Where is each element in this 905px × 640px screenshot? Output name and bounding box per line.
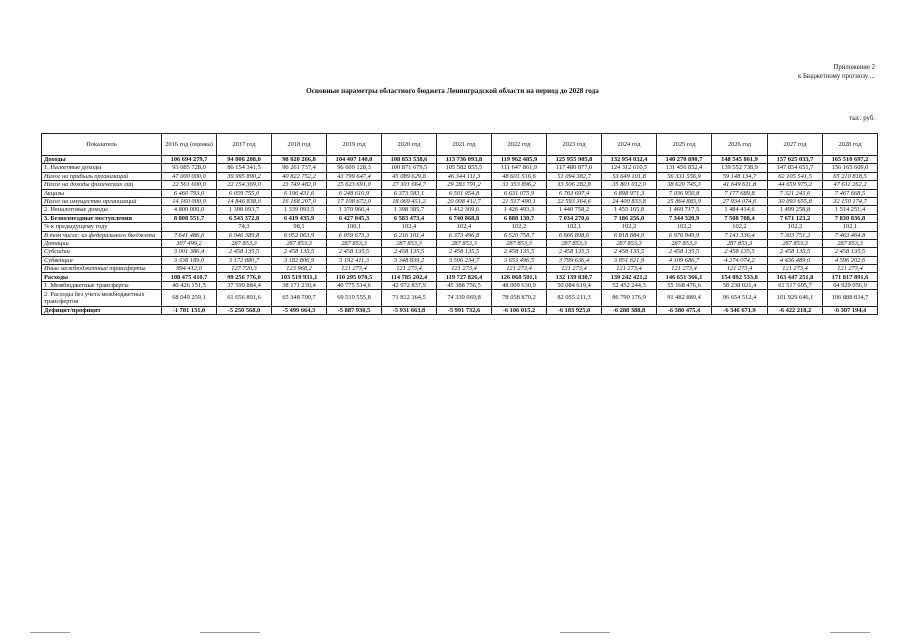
row-value: 4 274 074,2 bbox=[712, 256, 768, 264]
row-value: 6 052 063,9 bbox=[272, 231, 327, 239]
table-row bbox=[42, 265, 878, 273]
row-value: 6 631 075,9 bbox=[492, 189, 547, 197]
row-label: 2. Неналоговые доходы bbox=[42, 206, 162, 214]
row-value: 111 647 861,9 bbox=[492, 164, 547, 172]
row-value: 7 186 256,0 bbox=[602, 214, 657, 222]
row-value: 287 853,3 bbox=[217, 239, 272, 247]
row-value: 3 951 621,9 bbox=[602, 256, 657, 264]
row-value: 124 312 610,5 bbox=[602, 164, 657, 172]
row-value: 25 864 883,9 bbox=[657, 197, 712, 205]
row-value: 1 469 717,5 bbox=[657, 206, 712, 214]
row-value: 7 830 836,8 bbox=[823, 214, 878, 222]
row-value: 7 177 689,8 bbox=[712, 189, 768, 197]
row-value: 47 000 000,0 bbox=[162, 172, 217, 180]
row-value: 55 168 476,6 bbox=[657, 281, 712, 289]
row-value: 2 458 135,5 bbox=[492, 248, 547, 256]
document-title: Основные параметры областного бюджета Ленинградской области на период до 2028 года bbox=[306, 87, 599, 95]
table-row bbox=[42, 172, 878, 180]
row-value: 6 818 884,0 bbox=[602, 231, 657, 239]
row-value: 47 611 262,2 bbox=[823, 181, 878, 189]
row-label: Иные межбюджетные трансферты bbox=[42, 265, 162, 273]
table-row bbox=[42, 206, 878, 214]
row-value: 121 273,4 bbox=[657, 265, 712, 273]
row-value: 82 055 211,3 bbox=[547, 290, 602, 307]
row-value: 1 484 414,6 bbox=[712, 206, 768, 214]
row-value: 100,1 bbox=[327, 223, 382, 231]
row-value: 121 273,4 bbox=[768, 265, 823, 273]
row-value: 287 853,3 bbox=[492, 239, 547, 247]
row-value: 96 654 512,4 bbox=[712, 290, 768, 307]
row-value: 2 458 135,5 bbox=[712, 248, 768, 256]
table-row bbox=[42, 164, 878, 172]
row-value: 2 458 135,5 bbox=[327, 248, 382, 256]
row-label: В том числе: из федерального бюджета bbox=[42, 231, 162, 239]
row-value: 74,3 bbox=[217, 223, 272, 231]
row-value: 6 373 496,8 bbox=[437, 231, 492, 239]
row-value: 3 799 636,4 bbox=[547, 256, 602, 264]
row-value: 1 308 093,7 bbox=[217, 206, 272, 214]
row-value: 127 720,3 bbox=[217, 265, 272, 273]
row-value: 104 407 140,0 bbox=[327, 156, 382, 164]
row-value: 287 853,3 bbox=[602, 239, 657, 247]
row-value: 7 508 708,4 bbox=[712, 214, 768, 222]
table-row bbox=[42, 256, 878, 264]
row-value: 100 871 679,5 bbox=[382, 164, 437, 172]
row-value: 39 995 890,2 bbox=[217, 172, 272, 180]
row-value: 1 370 966,4 bbox=[327, 206, 382, 214]
column-header-indicator: Показатель bbox=[42, 134, 162, 156]
row-value: 2 458 135,5 bbox=[602, 248, 657, 256]
row-value: 287 853,3 bbox=[272, 239, 327, 247]
row-value: 287 853,3 bbox=[657, 239, 712, 247]
table-row bbox=[42, 156, 878, 164]
column-header-year: 2027 год bbox=[768, 134, 823, 156]
column-header-year: 2023 год bbox=[547, 134, 602, 156]
row-value: 53 649 101,8 bbox=[602, 172, 657, 180]
row-value: 30 093 655,8 bbox=[768, 197, 823, 205]
row-value: 3 192 411,3 bbox=[327, 256, 382, 264]
row-value: 101 929 646,1 bbox=[768, 290, 823, 307]
row-value: 102,4 bbox=[382, 223, 437, 231]
row-value: 14 160 000,0 bbox=[162, 197, 217, 205]
row-value: 7 303 751,2 bbox=[768, 231, 823, 239]
row-value: 287 853,3 bbox=[547, 239, 602, 247]
row-value: 3 348 839,2 bbox=[382, 256, 437, 264]
table-row bbox=[42, 239, 878, 247]
row-value: 121 273,4 bbox=[492, 265, 547, 273]
column-header-year: 2024 год bbox=[602, 134, 657, 156]
row-value: 23 749 482,0 bbox=[272, 181, 327, 189]
row-value: 287 853,3 bbox=[327, 239, 382, 247]
row-value: 86 790 176,9 bbox=[602, 290, 657, 307]
row-value: 121 273,4 bbox=[547, 265, 602, 273]
row-value: 113 736 093,8 bbox=[437, 156, 492, 164]
row-value: 38 171 230,4 bbox=[272, 281, 327, 289]
appendix-note bbox=[798, 63, 875, 81]
row-value: 1 455 165,8 bbox=[602, 206, 657, 214]
row-value: 102,2 bbox=[712, 223, 768, 231]
row-value: 1 398 385,7 bbox=[382, 206, 437, 214]
row-value: 6 059 755,0 bbox=[217, 189, 272, 197]
row-value: 33 506 282,8 bbox=[547, 181, 602, 189]
row-label: Дотации bbox=[42, 239, 162, 247]
row-value: 21 517 490,1 bbox=[492, 197, 547, 205]
column-header-year: 2018 год bbox=[272, 134, 327, 156]
row-value: 59 148 134,7 bbox=[712, 172, 768, 180]
row-value: 6 460 793,0 bbox=[162, 189, 217, 197]
row-value: 6 216 101,4 bbox=[382, 231, 437, 239]
row-value: 2 458 135,5 bbox=[768, 248, 823, 256]
row-value: 48 601 516,6 bbox=[492, 172, 547, 180]
row-label: Субвенции bbox=[42, 256, 162, 264]
row-value: 42 972 837,9 bbox=[382, 281, 437, 289]
row-label: 2. Расходы без учета межбюджетных трансфертов bbox=[42, 290, 162, 307]
row-value: 2 458 135,5 bbox=[272, 248, 327, 256]
row-value: 7 463 464,8 bbox=[823, 231, 878, 239]
table-row bbox=[42, 306, 878, 314]
row-value: 3 182 806,9 bbox=[272, 256, 327, 264]
row-value: 65 210 818,5 bbox=[823, 172, 878, 180]
row-value: -5 991 732,6 bbox=[437, 306, 492, 314]
row-value: 4 800 000,0 bbox=[162, 206, 217, 214]
row-value: 6 373 583,1 bbox=[382, 189, 437, 197]
row-value: 3 506 234,7 bbox=[437, 256, 492, 264]
column-header-year: 2022 год bbox=[492, 134, 547, 156]
row-value: 106 694 279,7 bbox=[162, 156, 217, 164]
row-value: 7 321 243,6 bbox=[768, 189, 823, 197]
row-value: 126 068 501,1 bbox=[492, 273, 547, 281]
row-value: 20 008 412,7 bbox=[437, 197, 492, 205]
row-label: 3. Безвозмездные поступления bbox=[42, 214, 162, 222]
row-value: 7 344 320,9 bbox=[657, 214, 712, 222]
row-value: -1 781 131,0 bbox=[162, 306, 217, 314]
row-label: 1. Межбюджетные трансферты bbox=[42, 281, 162, 289]
row-value: 131 456 852,4 bbox=[657, 164, 712, 172]
row-value: 3 172 880,7 bbox=[217, 256, 272, 264]
column-header-year: 2025 год bbox=[657, 134, 712, 156]
row-value: 1 412 369,6 bbox=[437, 206, 492, 214]
row-label: Налог на прибыль организаций bbox=[42, 172, 162, 180]
row-value: -6 380 475,4 bbox=[657, 306, 712, 314]
row-value: 56 331 556,9 bbox=[657, 172, 712, 180]
row-value: 6 763 697,4 bbox=[547, 189, 602, 197]
row-value: 25 623 691,0 bbox=[327, 181, 382, 189]
row-value: 148 545 861,9 bbox=[712, 156, 768, 164]
row-value: 99 256 776,0 bbox=[217, 273, 272, 281]
row-value: 1 339 093,5 bbox=[272, 206, 327, 214]
row-value: 6 248 610,9 bbox=[327, 189, 382, 197]
row-value: 121 273,4 bbox=[327, 265, 382, 273]
row-value: 102,1 bbox=[823, 223, 878, 231]
row-value: 6 740 868,8 bbox=[437, 214, 492, 222]
row-value: 17 108 672,0 bbox=[327, 197, 382, 205]
row-label: Дефицит/профицит bbox=[42, 306, 162, 314]
page-footer-marks bbox=[0, 632, 905, 634]
row-value: 102,2 bbox=[602, 223, 657, 231]
row-value: 43 799 647,4 bbox=[327, 172, 382, 180]
row-value: 90 261 737,4 bbox=[272, 164, 327, 172]
row-value: 2 458 135,5 bbox=[217, 248, 272, 256]
row-value: 38 620 745,3 bbox=[657, 181, 712, 189]
row-value: 132 954 032,4 bbox=[602, 156, 657, 164]
row-value: -5 250 568,0 bbox=[217, 306, 272, 314]
row-value: 102,4 bbox=[437, 223, 492, 231]
row-value: 27 301 664,7 bbox=[382, 181, 437, 189]
table-row bbox=[42, 290, 878, 307]
row-value: 114 785 202,4 bbox=[382, 273, 437, 281]
header-row bbox=[42, 134, 878, 156]
column-header-year: 2020 год bbox=[382, 134, 437, 156]
table-row bbox=[42, 281, 878, 289]
row-value: 74 339 069,8 bbox=[437, 290, 492, 307]
row-value: 140 270 890,7 bbox=[657, 156, 712, 164]
row-label: Расходы bbox=[42, 273, 162, 281]
row-value: -6 106 015,2 bbox=[492, 306, 547, 314]
column-header-year: 2016 год (оценка) bbox=[162, 134, 217, 156]
row-value: 8 808 551,7 bbox=[162, 214, 217, 222]
table-row bbox=[42, 248, 878, 256]
row-value: 98,1 bbox=[272, 223, 327, 231]
row-value: -6 288 388,8 bbox=[602, 306, 657, 314]
row-value: 71 812 364,5 bbox=[382, 290, 437, 307]
row-value: 64 929 056,9 bbox=[823, 281, 878, 289]
row-value: 98 020 266,8 bbox=[272, 156, 327, 164]
row-value: 6 898 971,3 bbox=[602, 189, 657, 197]
row-value: 41 649 611,8 bbox=[712, 181, 768, 189]
row-value: 123 968,2 bbox=[272, 265, 327, 273]
row-label: % к предыдущему году bbox=[42, 223, 162, 231]
row-value: 4 596 202,6 bbox=[823, 256, 878, 264]
row-value: 121 273,4 bbox=[823, 265, 878, 273]
table-body bbox=[42, 156, 878, 315]
row-value: 51 094 382,7 bbox=[547, 172, 602, 180]
row-value: 6 046 389,8 bbox=[217, 231, 272, 239]
row-value: 1 514 251,4 bbox=[823, 206, 878, 214]
row-value: 37 599 884,4 bbox=[217, 281, 272, 289]
row-value: 287 853,3 bbox=[437, 239, 492, 247]
row-value: 32 150 174,7 bbox=[823, 197, 878, 205]
row-value: 40 775 514,6 bbox=[327, 281, 382, 289]
row-value: 119 727 826,4 bbox=[437, 273, 492, 281]
row-value: 163 447 251,8 bbox=[768, 273, 823, 281]
row-value: 52 452 244,3 bbox=[602, 281, 657, 289]
row-value: 103 519 931,1 bbox=[272, 273, 327, 281]
row-value: 96 609 128,3 bbox=[327, 164, 382, 172]
row-value: -6 183 925,0 bbox=[547, 306, 602, 314]
row-value: 6 583 473,4 bbox=[382, 214, 437, 222]
row-value: 3 653 496,5 bbox=[492, 256, 547, 264]
row-label: Субсидии bbox=[42, 248, 162, 256]
row-value: -5 931 663,8 bbox=[382, 306, 437, 314]
row-value: 156 165 609,0 bbox=[823, 164, 878, 172]
row-value: 119 962 485,9 bbox=[492, 156, 547, 164]
row-value: 6 196 431,6 bbox=[272, 189, 327, 197]
row-value: 91 482 889,4 bbox=[657, 290, 712, 307]
row-value: 69 519 555,8 bbox=[327, 290, 382, 307]
row-label: 1. Налоговые доходы bbox=[42, 164, 162, 172]
row-value: 6 976 949,9 bbox=[657, 231, 712, 239]
row-label: Акцизы bbox=[42, 189, 162, 197]
row-value: 6 419 435,9 bbox=[272, 214, 327, 222]
row-value: 132 139 830,7 bbox=[547, 273, 602, 281]
row-label: Налог на доходы физических лиц bbox=[42, 181, 162, 189]
row-value bbox=[162, 223, 217, 231]
row-value: 108 853 538,6 bbox=[382, 156, 437, 164]
row-value: 6 427 045,3 bbox=[327, 214, 382, 222]
row-value: 6 059 673,3 bbox=[327, 231, 382, 239]
row-value: 61 656 891,6 bbox=[217, 290, 272, 307]
row-value: 105 582 855,5 bbox=[437, 164, 492, 172]
row-value: 22 593 364,6 bbox=[547, 197, 602, 205]
row-value: 6 888 130,7 bbox=[492, 214, 547, 222]
row-value: 2 458 135,5 bbox=[547, 248, 602, 256]
row-value: 31 353 896,2 bbox=[492, 181, 547, 189]
row-value: -6 346 671,9 bbox=[712, 306, 768, 314]
row-value: -6 422 218,2 bbox=[768, 306, 823, 314]
budget-table bbox=[41, 133, 878, 315]
row-value: 125 955 905,8 bbox=[547, 156, 602, 164]
row-value: 121 273,4 bbox=[602, 265, 657, 273]
row-value: 2 458 135,5 bbox=[437, 248, 492, 256]
row-value: 3 001 386,4 bbox=[162, 248, 217, 256]
row-value: 2 458 135,5 bbox=[823, 248, 878, 256]
row-value: 121 273,4 bbox=[437, 265, 492, 273]
row-value: 45 388 756,5 bbox=[437, 281, 492, 289]
table-row bbox=[42, 214, 878, 222]
row-value: 93 085 728,0 bbox=[162, 164, 217, 172]
row-value: 108 475 410,7 bbox=[162, 273, 217, 281]
row-value: 7 671 123,2 bbox=[768, 214, 823, 222]
row-value: 102,2 bbox=[492, 223, 547, 231]
row-value: 102,2 bbox=[657, 223, 712, 231]
row-value: -6 307 194,4 bbox=[823, 306, 878, 314]
row-value: 287 853,3 bbox=[712, 239, 768, 247]
row-value: 40 822 752,2 bbox=[272, 172, 327, 180]
row-value: 1 440 758,2 bbox=[547, 206, 602, 214]
row-value: 139 242 421,2 bbox=[602, 273, 657, 281]
row-value: 18 069 451,2 bbox=[382, 197, 437, 205]
row-value: 2 458 135,5 bbox=[382, 248, 437, 256]
row-value: -5 499 664,3 bbox=[272, 306, 327, 314]
row-value: 1 499 258,8 bbox=[768, 206, 823, 214]
table-row bbox=[42, 223, 878, 231]
row-value: 61 517 605,7 bbox=[768, 281, 823, 289]
row-value: 62 105 541,5 bbox=[768, 172, 823, 180]
row-value: 147 854 651,7 bbox=[768, 164, 823, 172]
row-value: 165 510 697,2 bbox=[823, 156, 878, 164]
row-value: 6 501 054,8 bbox=[437, 189, 492, 197]
row-value: 1 426 493,3 bbox=[492, 206, 547, 214]
row-value: 27 934 074,6 bbox=[712, 197, 768, 205]
row-value: 14 846 838,0 bbox=[217, 197, 272, 205]
row-value: 154 892 533,8 bbox=[712, 273, 768, 281]
units-label: тыс. руб. bbox=[849, 115, 875, 122]
column-header-year: 2017 год bbox=[217, 134, 272, 156]
row-value: 7 641 486,6 bbox=[162, 231, 217, 239]
row-value: 157 025 033,7 bbox=[768, 156, 823, 164]
row-value: 68 049 259,1 bbox=[162, 290, 217, 307]
row-value: 45 089 629,8 bbox=[382, 172, 437, 180]
row-value: 287 853,3 bbox=[768, 239, 823, 247]
row-value: 994 412,0 bbox=[162, 265, 217, 273]
row-value: 110 295 070,5 bbox=[327, 273, 382, 281]
table-row bbox=[42, 181, 878, 189]
appendix-line-2: к Бюджетному прогнозу ... bbox=[798, 73, 875, 80]
row-value: 117 480 877,0 bbox=[547, 164, 602, 172]
row-value: 7 467 668,5 bbox=[823, 189, 878, 197]
row-value: 50 084 619,4 bbox=[547, 281, 602, 289]
column-header-year: 2026 год bbox=[712, 134, 768, 156]
row-value: -5 887 930,5 bbox=[327, 306, 382, 314]
row-value: 22 154 369,0 bbox=[217, 181, 272, 189]
row-value: 102,1 bbox=[547, 223, 602, 231]
row-value: 7 036 950,8 bbox=[657, 189, 712, 197]
row-value: 146 651 366,1 bbox=[657, 273, 712, 281]
row-value: 287 853,3 bbox=[382, 239, 437, 247]
column-header-year: 2021 год bbox=[437, 134, 492, 156]
row-value: 86 154 341,5 bbox=[217, 164, 272, 172]
table-row bbox=[42, 273, 878, 281]
row-value: 78 058 870,2 bbox=[492, 290, 547, 307]
row-value: 121 273,4 bbox=[712, 265, 768, 273]
row-value: 6 520 758,7 bbox=[492, 231, 547, 239]
row-value: 29 283 791,2 bbox=[437, 181, 492, 189]
row-value: 35 801 012,0 bbox=[602, 181, 657, 189]
row-value: 40 426 151,5 bbox=[162, 281, 217, 289]
row-value: 2 458 135,5 bbox=[657, 248, 712, 256]
row-value: 44 659 975,2 bbox=[768, 181, 823, 189]
row-value: 7 141 336,4 bbox=[712, 231, 768, 239]
appendix-line-1: Приложение 2 bbox=[833, 64, 875, 71]
row-value: 102,2 bbox=[768, 223, 823, 231]
row-value: 58 238 021,4 bbox=[712, 281, 768, 289]
row-value: 65 348 700,7 bbox=[272, 290, 327, 307]
table-row bbox=[42, 231, 878, 239]
row-value: 307 499,2 bbox=[162, 239, 217, 247]
row-value: 6 543 372,8 bbox=[217, 214, 272, 222]
row-value: 4 436 489,0 bbox=[768, 256, 823, 264]
row-label: Налог на имущество организаций bbox=[42, 197, 162, 205]
table-row bbox=[42, 189, 878, 197]
row-value: 22 561 600,0 bbox=[162, 181, 217, 189]
column-header-year: 2028 год bbox=[823, 134, 878, 156]
row-value: 106 888 834,7 bbox=[823, 290, 878, 307]
column-header-year: 2019 год bbox=[327, 134, 382, 156]
row-value: 94 006 208,0 bbox=[217, 156, 272, 164]
row-value: 46 344 111,3 bbox=[437, 172, 492, 180]
row-value: 171 817 891,6 bbox=[823, 273, 878, 281]
row-value: 3 338 189,0 bbox=[162, 256, 217, 264]
table-row bbox=[42, 197, 878, 205]
row-value: 139 552 738,9 bbox=[712, 164, 768, 172]
row-value: 6 666 898,6 bbox=[547, 231, 602, 239]
row-value: 48 009 630,9 bbox=[492, 281, 547, 289]
row-value: 287 853,3 bbox=[823, 239, 878, 247]
row-value: 24 400 833,8 bbox=[602, 197, 657, 205]
row-value: 16 168 207,0 bbox=[272, 197, 327, 205]
row-value: 7 034 270,6 bbox=[547, 214, 602, 222]
row-value: 4 109 686,7 bbox=[657, 256, 712, 264]
row-value: 121 273,4 bbox=[382, 265, 437, 273]
row-label: Доходы bbox=[42, 156, 162, 164]
